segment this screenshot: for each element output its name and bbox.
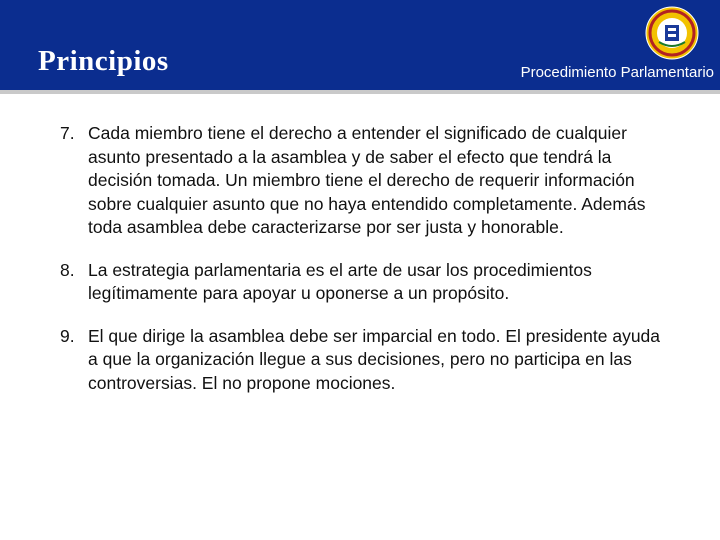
header-divider [0, 90, 720, 94]
page-subtitle: Procedimiento Parlamentario [520, 64, 714, 81]
item-number: 9. [60, 325, 75, 346]
seal-emblem-icon [645, 6, 699, 60]
item-text: Cada miembro tiene el derecho a entender el significado de cualquier asunto presentado a la asamblea y de saber el efecto que tendrá la decisión tomada. Un miembro tiene el derecho de requerir información sobre cualquier asunto que no haya entendido completamente. Además toda asamblea debe caracterizarse por ser justa y honorable. [88, 123, 646, 237]
principles-list [60, 122, 660, 414]
page-title: Principios [38, 45, 169, 77]
list-item [60, 122, 660, 240]
header-banner [0, 0, 720, 90]
item-number: 8. [60, 259, 75, 280]
item-text: La estrategia parlamentaria es el arte de usar los procedimientos legítimamente para apoyar u oponerse a un propósito. [88, 259, 592, 303]
list-item [60, 259, 660, 306]
item-number: 7. [60, 123, 75, 143]
list-item [60, 325, 660, 396]
item-text: El que dirige la asamblea debe ser imparcial en todo. El presidente ayuda a que la organización llegue a sus decisiones, pero no participa en las controversias. El no propone mociones. [88, 325, 661, 393]
